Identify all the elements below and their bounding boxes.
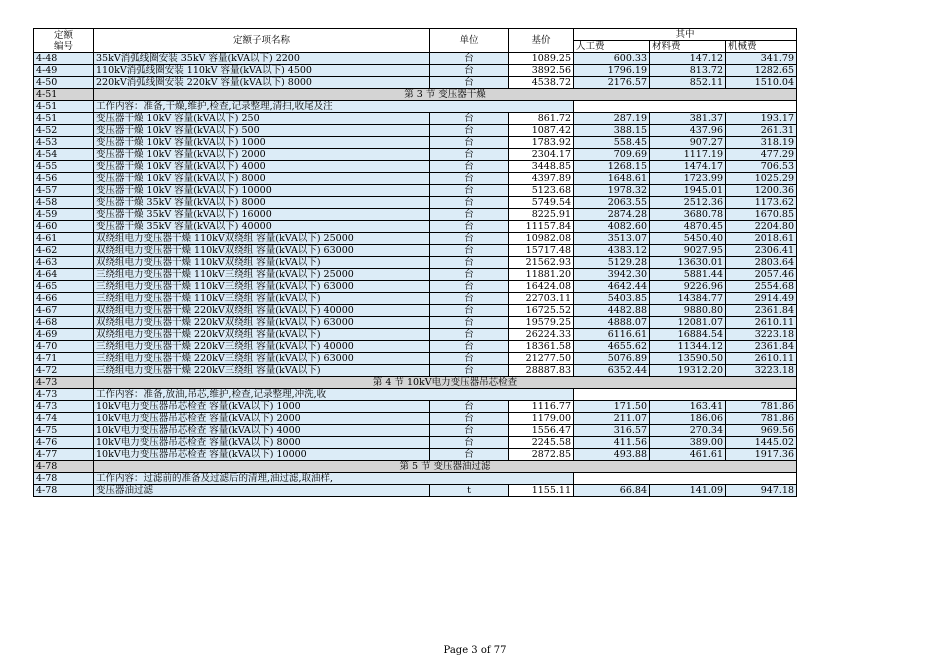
- row-material: 813.72: [650, 65, 726, 77]
- row-labor: 3942.30: [574, 269, 650, 281]
- row-machine: 1917.36: [726, 449, 797, 461]
- row-base: 1556.47: [509, 425, 574, 437]
- header-labor: 人工费: [574, 41, 650, 53]
- row-machine: 2803.64: [726, 257, 797, 269]
- row-name: 双绕组电力变压器干燥 110kV双绕组 容量(kVA以下) 63000: [94, 245, 430, 257]
- header-group: 其中: [574, 29, 797, 41]
- row-labor: 709.69: [574, 149, 650, 161]
- row-material: 5450.40: [650, 233, 726, 245]
- row-base: 15717.48: [509, 245, 574, 257]
- section-code: 4-78: [34, 461, 94, 473]
- table-row: [34, 113, 797, 125]
- row-code: 4-64: [34, 269, 94, 281]
- row-material: 16884.54: [650, 329, 726, 341]
- row-unit: 台: [430, 65, 509, 77]
- row-code: 4-49: [34, 65, 94, 77]
- row-material: 1723.99: [650, 173, 726, 185]
- row-name: 三绕组电力变压器干燥 110kV三绕组 容量(kVA以下) 63000: [94, 281, 430, 293]
- row-base: 22703.11: [509, 293, 574, 305]
- row-name: 10kV电力变压器吊芯检查 容量(kVA以下) 1000: [94, 401, 430, 413]
- row-unit: 台: [430, 53, 509, 65]
- row-base: 4397.89: [509, 173, 574, 185]
- header-code-line2: 编号: [53, 40, 73, 52]
- table-row: [34, 221, 797, 233]
- row-base: 2304.17: [509, 149, 574, 161]
- row-name: 35kV消弧线圈安装 35kV 容量(kVA以下) 2200: [94, 53, 430, 65]
- row-machine: 781.86: [726, 401, 797, 413]
- row-code: 4-65: [34, 281, 94, 293]
- table-row: [34, 77, 797, 89]
- row-machine: 2610.11: [726, 353, 797, 365]
- row-base: 861.72: [509, 113, 574, 125]
- row-machine: 2057.46: [726, 269, 797, 281]
- row-material: 13590.50: [650, 353, 726, 365]
- table-header: [34, 29, 797, 53]
- row-code: 4-73: [34, 401, 94, 413]
- header-machine: 机械费: [726, 41, 797, 53]
- section-row: [34, 377, 797, 389]
- row-name: 双绕组电力变压器干燥 110kV双绕组 容量(kVA以下) 25000: [94, 233, 430, 245]
- row-name: 10kV电力变压器吊芯检查 容量(kVA以下) 10000: [94, 449, 430, 461]
- row-name: 10kV电力变压器吊芯检查 容量(kVA以下) 2000: [94, 413, 430, 425]
- row-base: 16424.08: [509, 281, 574, 293]
- row-labor: 411.56: [574, 437, 650, 449]
- row-base: 26224.33: [509, 329, 574, 341]
- row-machine: 193.17: [726, 113, 797, 125]
- row-labor: 1268.15: [574, 161, 650, 173]
- row-machine: 341.79: [726, 53, 797, 65]
- row-labor: 388.15: [574, 125, 650, 137]
- row-material: 14384.77: [650, 293, 726, 305]
- row-material: 270.34: [650, 425, 726, 437]
- row-code: 4-58: [34, 197, 94, 209]
- row-code: 4-62: [34, 245, 94, 257]
- row-name: 变压器干燥 10kV 容量(kVA以下) 8000: [94, 173, 430, 185]
- table-row: [34, 245, 797, 257]
- table-row: [34, 437, 797, 449]
- table-row: [34, 125, 797, 137]
- row-code: 4-51: [34, 113, 94, 125]
- row-base: 4538.72: [509, 77, 574, 89]
- row-code: 4-71: [34, 353, 94, 365]
- row-code: 4-54: [34, 149, 94, 161]
- row-unit: 台: [430, 137, 509, 149]
- table-row: [34, 449, 797, 461]
- row-labor: 4383.12: [574, 245, 650, 257]
- section-row: [34, 461, 797, 473]
- table-body: [34, 53, 797, 497]
- row-code: 4-72: [34, 365, 94, 377]
- row-labor: 558.45: [574, 137, 650, 149]
- row-name: 三绕组电力变压器干燥 110kV三绕组 容量(kVA以下): [94, 293, 430, 305]
- row-code: 4-57: [34, 185, 94, 197]
- row-material: 11344.12: [650, 341, 726, 353]
- row-machine: 1173.62: [726, 197, 797, 209]
- row-base: 1087.42: [509, 125, 574, 137]
- table-row: [34, 293, 797, 305]
- row-material: 389.00: [650, 437, 726, 449]
- row-labor: 4642.44: [574, 281, 650, 293]
- table-row: [34, 185, 797, 197]
- row-name: 变压器干燥 35kV 容量(kVA以下) 16000: [94, 209, 430, 221]
- row-unit: 台: [430, 329, 509, 341]
- row-labor: 600.33: [574, 53, 650, 65]
- row-unit: 台: [430, 293, 509, 305]
- row-unit: 台: [430, 113, 509, 125]
- work-content-text: 工作内容：过滤前的准备及过滤后的清理,油过滤,取油样,: [94, 473, 574, 485]
- row-unit: 台: [430, 353, 509, 365]
- table-row: [34, 65, 797, 77]
- row-machine: 2361.84: [726, 341, 797, 353]
- row-unit: 台: [430, 173, 509, 185]
- row-machine: 261.31: [726, 125, 797, 137]
- section-title: 第 5 节 变压器油过滤: [94, 461, 797, 473]
- row-name: 变压器干燥 35kV 容量(kVA以下) 8000: [94, 197, 430, 209]
- row-labor: 316.57: [574, 425, 650, 437]
- row-unit: 台: [430, 269, 509, 281]
- row-unit: 台: [430, 209, 509, 221]
- row-name: 变压器干燥 10kV 容量(kVA以下) 1000: [94, 137, 430, 149]
- table-row: [34, 53, 797, 65]
- table-row: [34, 137, 797, 149]
- row-code: 4-69: [34, 329, 94, 341]
- row-labor: 4082.60: [574, 221, 650, 233]
- row-base: 11157.84: [509, 221, 574, 233]
- row-unit: 台: [430, 365, 509, 377]
- row-material: 381.37: [650, 113, 726, 125]
- row-unit: 台: [430, 149, 509, 161]
- row-labor: 4888.07: [574, 317, 650, 329]
- row-machine: 2306.41: [726, 245, 797, 257]
- row-base: 1089.25: [509, 53, 574, 65]
- row-material: 437.96: [650, 125, 726, 137]
- row-unit: 台: [430, 449, 509, 461]
- row-labor: 6116.61: [574, 329, 650, 341]
- row-unit: 台: [430, 257, 509, 269]
- row-machine: 781.86: [726, 413, 797, 425]
- table-row: [34, 233, 797, 245]
- row-code: 4-50: [34, 77, 94, 89]
- row-code: 4-66: [34, 293, 94, 305]
- work-code: 4-78: [34, 473, 94, 485]
- row-code: 4-60: [34, 221, 94, 233]
- row-machine: 1670.85: [726, 209, 797, 221]
- row-name: 10kV电力变压器吊芯检查 容量(kVA以下) 8000: [94, 437, 430, 449]
- row-base: 5749.54: [509, 197, 574, 209]
- table-row: [34, 209, 797, 221]
- table-row: [34, 401, 797, 413]
- row-unit: 台: [430, 341, 509, 353]
- row-machine: 1282.65: [726, 65, 797, 77]
- row-machine: 1025.29: [726, 173, 797, 185]
- row-labor: 5403.85: [574, 293, 650, 305]
- row-material: 13630.01: [650, 257, 726, 269]
- table-row: [34, 281, 797, 293]
- row-machine: 947.18: [726, 485, 797, 497]
- row-code: 4-67: [34, 305, 94, 317]
- row-base: 3892.56: [509, 65, 574, 77]
- row-name: 变压器干燥 10kV 容量(kVA以下) 10000: [94, 185, 430, 197]
- row-name: 变压器干燥 10kV 容量(kVA以下) 2000: [94, 149, 430, 161]
- row-material: 1945.01: [650, 185, 726, 197]
- row-labor: 211.07: [574, 413, 650, 425]
- row-labor: 171.50: [574, 401, 650, 413]
- row-unit: 台: [430, 233, 509, 245]
- row-name: 变压器干燥 10kV 容量(kVA以下) 4000: [94, 161, 430, 173]
- row-machine: 1445.02: [726, 437, 797, 449]
- row-material: 461.61: [650, 449, 726, 461]
- work-content-row: [34, 389, 797, 401]
- row-code: 4-77: [34, 449, 94, 461]
- table-row: [34, 353, 797, 365]
- row-unit: 台: [430, 221, 509, 233]
- row-base: 2872.85: [509, 449, 574, 461]
- row-material: 19312.20: [650, 365, 726, 377]
- row-machine: 1510.04: [726, 77, 797, 89]
- row-code: 4-63: [34, 257, 94, 269]
- row-unit: 台: [430, 401, 509, 413]
- row-base: 2245.58: [509, 437, 574, 449]
- row-machine: 2204.80: [726, 221, 797, 233]
- row-name: 10kV电力变压器吊芯检查 容量(kVA以下) 4000: [94, 425, 430, 437]
- row-code: 4-74: [34, 413, 94, 425]
- row-base: 1783.92: [509, 137, 574, 149]
- row-name: 双绕组电力变压器干燥 220kV双绕组 容量(kVA以下) 63000: [94, 317, 430, 329]
- row-name: 变压器干燥 35kV 容量(kVA以下) 40000: [94, 221, 430, 233]
- row-material: 5881.44: [650, 269, 726, 281]
- row-labor: 2063.55: [574, 197, 650, 209]
- row-unit: 台: [430, 437, 509, 449]
- row-material: 4870.45: [650, 221, 726, 233]
- row-material: 1474.17: [650, 161, 726, 173]
- row-labor: 1978.32: [574, 185, 650, 197]
- row-code: 4-52: [34, 125, 94, 137]
- row-code: 4-68: [34, 317, 94, 329]
- table-row: [34, 149, 797, 161]
- row-material: 9880.80: [650, 305, 726, 317]
- row-labor: 1796.19: [574, 65, 650, 77]
- table-row: [34, 161, 797, 173]
- section-row: [34, 89, 797, 101]
- row-labor: 287.19: [574, 113, 650, 125]
- row-code: 4-61: [34, 233, 94, 245]
- row-labor: 1648.61: [574, 173, 650, 185]
- header-material: 材料费: [650, 41, 726, 53]
- row-material: 147.12: [650, 53, 726, 65]
- row-machine: 477.29: [726, 149, 797, 161]
- row-code: 4-59: [34, 209, 94, 221]
- work-content-row: [34, 473, 797, 485]
- page-footer: Page 3 of 77: [443, 645, 507, 656]
- row-name: 三绕组电力变压器干燥 220kV三绕组 容量(kVA以下) 40000: [94, 341, 430, 353]
- header-base: 基价: [509, 29, 574, 53]
- header-code: [34, 29, 94, 53]
- header-name: 定额子项名称: [94, 29, 430, 53]
- section-code: 4-51: [34, 89, 94, 101]
- row-base: 18361.58: [509, 341, 574, 353]
- row-name: 变压器油过滤: [94, 485, 430, 497]
- row-base: 1116.77: [509, 401, 574, 413]
- row-unit: 台: [430, 317, 509, 329]
- row-unit: 台: [430, 125, 509, 137]
- work-content-text: 工作内容：准备,干燥,维护,检查,记录整理,清扫,收尾及注: [94, 101, 574, 113]
- row-machine: 2361.84: [726, 305, 797, 317]
- row-code: 4-78: [34, 485, 94, 497]
- row-material: 9226.96: [650, 281, 726, 293]
- row-labor: 5129.28: [574, 257, 650, 269]
- row-machine: 2610.11: [726, 317, 797, 329]
- header-code-line1: 定额: [53, 29, 73, 41]
- row-name: 变压器干燥 10kV 容量(kVA以下) 500: [94, 125, 430, 137]
- row-code: 4-70: [34, 341, 94, 353]
- row-base: 11881.20: [509, 269, 574, 281]
- table-row: [34, 257, 797, 269]
- work-content-text: 工作内容：准备,放油,吊芯,维护,检查,记录整理,冲洗,收: [94, 389, 574, 401]
- row-machine: 318.19: [726, 137, 797, 149]
- row-unit: 台: [430, 281, 509, 293]
- row-machine: 1200.36: [726, 185, 797, 197]
- section-code: 4-73: [34, 377, 94, 389]
- row-unit: t: [430, 485, 509, 497]
- section-title: 第 4 节 10kV电力变压器吊芯检查: [94, 377, 797, 389]
- table-row: [34, 305, 797, 317]
- row-name: 三绕组电力变压器干燥 220kV三绕组 容量(kVA以下): [94, 365, 430, 377]
- row-machine: 2914.49: [726, 293, 797, 305]
- row-base: 1179.00: [509, 413, 574, 425]
- row-base: 5123.68: [509, 185, 574, 197]
- row-name: 双绕组电力变压器干燥 220kV双绕组 容量(kVA以下): [94, 329, 430, 341]
- table-row: [34, 425, 797, 437]
- row-base: 8225.91: [509, 209, 574, 221]
- row-unit: 台: [430, 245, 509, 257]
- row-code: 4-56: [34, 173, 94, 185]
- row-base: 28887.83: [509, 365, 574, 377]
- row-machine: 2554.68: [726, 281, 797, 293]
- table-row: [34, 485, 797, 497]
- table-row: [34, 269, 797, 281]
- row-material: 163.41: [650, 401, 726, 413]
- row-name: 双绕组电力变压器干燥 110kV双绕组 容量(kVA以下): [94, 257, 430, 269]
- table-row: [34, 413, 797, 425]
- row-base: 3448.85: [509, 161, 574, 173]
- row-material: 907.27: [650, 137, 726, 149]
- row-base: 21277.50: [509, 353, 574, 365]
- row-base: 1155.11: [509, 485, 574, 497]
- row-code: 4-55: [34, 161, 94, 173]
- row-name: 220kV消弧线圈安装 220kV 容量(kVA以下) 8000: [94, 77, 430, 89]
- row-material: 1117.19: [650, 149, 726, 161]
- table-row: [34, 197, 797, 209]
- row-unit: 台: [430, 425, 509, 437]
- row-unit: 台: [430, 185, 509, 197]
- row-code: 4-48: [34, 53, 94, 65]
- work-code: 4-51: [34, 101, 94, 113]
- row-labor: 66.84: [574, 485, 650, 497]
- row-unit: 台: [430, 305, 509, 317]
- table-row: [34, 329, 797, 341]
- work-code: 4-73: [34, 389, 94, 401]
- header-unit: 单位: [430, 29, 509, 53]
- row-name: 变压器干燥 10kV 容量(kVA以下) 250: [94, 113, 430, 125]
- row-labor: 4655.62: [574, 341, 650, 353]
- row-labor: 5076.89: [574, 353, 650, 365]
- row-machine: 969.56: [726, 425, 797, 437]
- table-row: [34, 365, 797, 377]
- row-unit: 台: [430, 161, 509, 173]
- work-blank: [574, 473, 797, 485]
- row-code: 4-53: [34, 137, 94, 149]
- row-machine: 2018.61: [726, 233, 797, 245]
- row-name: 三绕组电力变压器干燥 110kV三绕组 容量(kVA以下) 25000: [94, 269, 430, 281]
- row-labor: 6352.44: [574, 365, 650, 377]
- row-base: 19579.25: [509, 317, 574, 329]
- row-unit: 台: [430, 413, 509, 425]
- row-name: 110kV消弧线圈安装 110kV 容量(kVA以下) 4500: [94, 65, 430, 77]
- row-base: 16725.52: [509, 305, 574, 317]
- row-material: 2512.36: [650, 197, 726, 209]
- row-machine: 706.53: [726, 161, 797, 173]
- section-title: 第 3 节 变压器干燥: [94, 89, 797, 101]
- row-machine: 3223.18: [726, 329, 797, 341]
- row-labor: 4482.88: [574, 305, 650, 317]
- table-row: [34, 317, 797, 329]
- row-labor: 3513.07: [574, 233, 650, 245]
- work-blank: [574, 389, 797, 401]
- row-code: 4-76: [34, 437, 94, 449]
- row-material: 852.11: [650, 77, 726, 89]
- row-labor: 2176.57: [574, 77, 650, 89]
- table-row: [34, 173, 797, 185]
- work-content-row: [34, 101, 797, 113]
- row-material: 186.06: [650, 413, 726, 425]
- row-base: 10982.08: [509, 233, 574, 245]
- row-name: 双绕组电力变压器干燥 220kV双绕组 容量(kVA以下) 40000: [94, 305, 430, 317]
- work-blank: [574, 101, 797, 113]
- table-row: [34, 341, 797, 353]
- row-material: 141.09: [650, 485, 726, 497]
- row-material: 3680.78: [650, 209, 726, 221]
- row-unit: 台: [430, 77, 509, 89]
- row-name: 三绕组电力变压器干燥 220kV三绕组 容量(kVA以下) 63000: [94, 353, 430, 365]
- row-code: 4-75: [34, 425, 94, 437]
- row-machine: 3223.18: [726, 365, 797, 377]
- row-unit: 台: [430, 197, 509, 209]
- row-material: 9027.95: [650, 245, 726, 257]
- quota-table: [33, 28, 797, 497]
- row-labor: 493.88: [574, 449, 650, 461]
- row-material: 12081.07: [650, 317, 726, 329]
- row-labor: 2874.28: [574, 209, 650, 221]
- row-base: 21562.93: [509, 257, 574, 269]
